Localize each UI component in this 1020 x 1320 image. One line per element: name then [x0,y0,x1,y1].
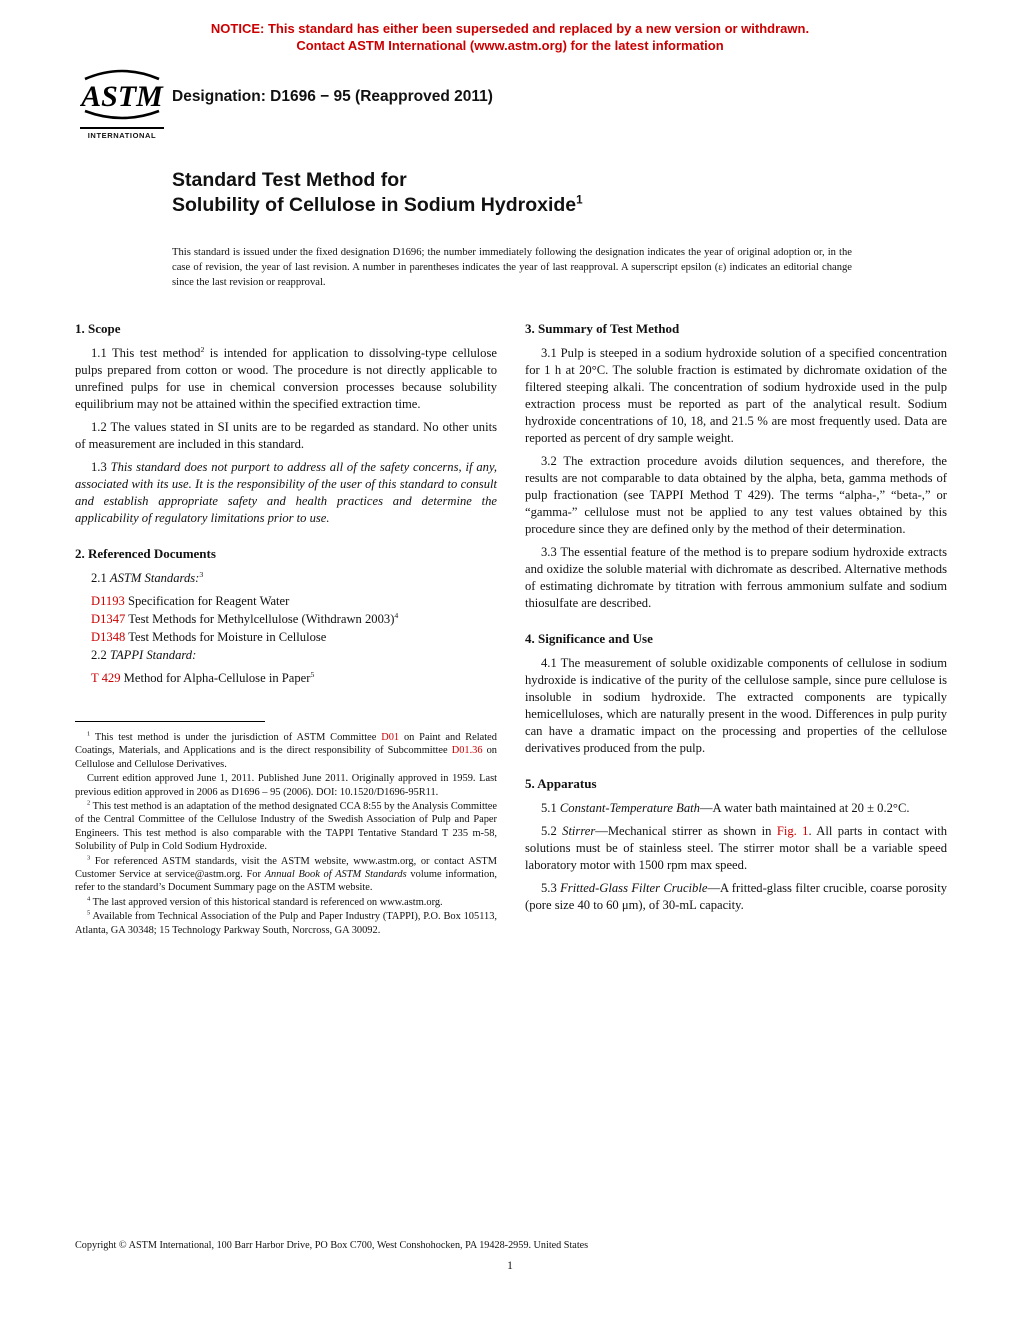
left-column [75,320,497,938]
title-footnote-ref: 1 [576,193,583,206]
para-1-1 [75,345,497,413]
reference-text: Method for Alpha-Cellulose in Paper [120,671,311,685]
para-text-italic: ASTM Standards: [109,571,200,585]
para-text: . All parts in contact with solutions must be of stainless steel. The stirrer motor shall be a variable speed laboratory motor with 1500 rpm max speed. [525,824,947,872]
intro-paragraph: This standard is issued under the fixed designation D1696; the number immediately following the designation indicates the year of original adoption or, in the case of revision, the year of last revision. A number in parentheses indicates the year of last reapproval. A superscript epsilon (ε) indicates an editorial change since the last revision or reapproval. [172,247,852,288]
footnote-text: on Paint and Related Coatings, Materials, and Applications and is the direct responsibility of Subcommittee [75,732,497,757]
para-number: 2.2 [91,648,110,662]
para-text: —A water bath maintained at 20 ± 0.2°C. [699,801,910,815]
right-column [525,320,947,938]
para-1-3 [75,459,497,527]
para-3-2: 3.2 The extraction procedure avoids dilution sequences, and therefore, the results are not comparable to data obtained by the alpha, beta, gamma methods of pulp fractionation (see TAPPI Method T 429). The terms “alpha-,” “beta-,” or “gamma-” cellulose must not be applied to any test values obtained by this procedure since they are defined only by the method of their determination. [525,454,947,536]
footnote-marker-2: 2 [87,799,91,807]
para-3-1: 3.1 Pulp is steeped in a sodium hydroxide solution of a specified concentration for 1 h at 20°C. The soluble fraction is estimated by dichromate oxidation of the filtered steeping alkali. The concentration of sodium hydroxide used in the pulp extraction process must be reported as part of the analytical result. Sodium hydroxide concentrations of 10, 18, and 21.5 % are most frequently used. Data are reported as percent of dry sample weight. [525,346,947,445]
para-number: 5.2 [541,824,563,838]
para-text-italic: This standard does not purport to address all of the safety concerns, if any, associated with its use. It is the responsibility of the user of this standard to consult and establish appropriate safety and health practices and determine the applicability of regulatory limitations prior to use. [75,460,498,525]
astm-logo-mark [80,66,164,122]
section-2-heading: 2. Referenced Documents [75,546,216,561]
copyright-footer: Copyright © ASTM International, 100 Barr Harbor Drive, PO Box C700, West Conshohocken, PA 19428-2959. United States [75,1240,589,1251]
reference-item-d1347 [75,611,497,628]
designation-line: Designation: D1696 − 95 (Reapproved 2011) [172,88,493,105]
footnote-marker-4: 4 [87,895,91,903]
para-3-3: 3.3 The essential feature of the method is to prepare sodium hydroxide extracts and oxidize the soluble material with dichromate as described. Alternative methods of estimating dichromate by titration with ferrous ammonium sulfate and sodium thiosulfate are described. [525,545,947,610]
reference-item-d1193 [75,593,497,610]
para-number: 5.1 [541,801,560,815]
para-1-2: 1.2 The values stated in SI units are to be regarded as standard. No other units of measurement are included in this standard. [75,420,497,451]
para-number: 2.1 [91,571,110,585]
para-5-2 [525,823,947,874]
supersession-notice [0,20,1020,54]
para-5-1 [525,800,947,817]
section-3-heading: 3. Summary of Test Method [525,321,680,336]
link-fig-1[interactable]: Fig. 1 [776,824,809,838]
apparatus-term: Stirrer [562,824,596,838]
para-text: is intended for application to dissolving-type cellulose pulps prepared from cotton or wood. The procedure is not directly applicable to unrefined pulps for use in chemical conversion processes because solubility equilibrium may not be attained within the specified extraction time. [75,346,497,411]
footnote-marker-5: 5 [87,909,91,917]
title-line-2: Solubility of Cellulose in Sodium Hydroxide [172,193,577,216]
footnote-text: on Cellulose and Cellulose Derivatives. [75,745,497,770]
reference-text: Test Methods for Moisture in Cellulose [125,630,327,644]
notice-line-1: NOTICE: This standard has either been superseded and replaced by a new version or withdrawn. [210,21,810,36]
footnote-ref-5: 5 [310,669,315,679]
footnote-text: The last approved version of this historical standard is referenced on www.astm.org. [90,896,443,908]
para-2-2 [75,647,497,664]
apparatus-term: Constant-Temperature Bath [559,801,700,815]
section-1-heading: 1. Scope [75,321,121,336]
footnote-text: This test method is under the jurisdiction of ASTM Committee [90,732,382,743]
doc-title [172,168,583,217]
link-d1347[interactable]: D1347 [91,612,126,626]
title-line-1: Standard Test Method for [172,169,407,191]
link-d1193[interactable]: D1193 [91,594,125,608]
footnote-rule [75,721,265,722]
notice-line-2: Contact ASTM International (www.astm.org) for the latest information [296,38,724,53]
astm-logo [80,66,164,140]
footnote-text-italic: Annual Book of ASTM Standards [264,869,407,881]
astm-logo-text: ASTM [81,80,163,113]
page-number: 1 [507,1260,513,1272]
footnote-1-edition: Current edition approved June 1, 2011. Published June 2011. Originally approved in 1959. Last previous edition approved in 2006 as D1696 – 95 (2006). DOI: 10.1520/D1696-95R11. [75,773,497,798]
apparatus-term: Fritted-Glass Filter Crucible [560,881,708,895]
footnote-2 [75,800,497,854]
footnote-4 [75,896,497,909]
link-t429[interactable]: T 429 [91,671,121,685]
para-number: 5.3 [541,881,561,895]
footnote-text: This test method is an adaptation of the method designated CCA 8:55 by the Analysis Committee of the Central Committee of the Cellulose Industry of the Swedish Association of Pulp and Paper Engineers. This test method is also comparable with the TAPPI Tentative Standard T 235 m-58, Solubility of Pulp in Cold Sodium Hydroxide. [75,801,497,853]
reference-item-t429 [75,670,497,687]
two-column-body [75,320,947,938]
reference-text: Specification for Reagent Water [124,594,290,608]
footnote-ref-3: 3 [199,569,204,579]
footnote-text: volume information, refer to the standard’s Document Summary page on the ASTM website. [75,869,497,894]
footnote-text: Available from Technical Association of the Pulp and Paper Industry (TAPPI), P.O. Box 105113, Atlanta, GA 30348; 15 Technology Parkway South, Norcross, GA 30092. [75,911,497,936]
para-text: —Mechanical stirrer as shown in [595,824,777,838]
footnote-1 [75,731,497,771]
para-number: 1.3 [91,460,111,474]
link-d01-36[interactable]: D01.36 [451,745,483,757]
footnote-ref-2: 2 [200,344,205,354]
footnote-text: For referenced ASTM standards, visit the ASTM website, www.astm.org, or contact ASTM Customer Service at service@astm.org. For [75,855,497,881]
para-4-1: 4.1 The measurement of soluble oxidizable components of cellulose in sodium hydroxide is indicative of the purity of the cellulose sample, since pure cellulose is insoluble in sodium hydroxide. The extracted components are typically hemicelluloses, which are naturally present in the wood. Differences in pulp purity can have a dramatic impact on the processing and properties of the cellulose derivatives produced from the pulp. [525,656,947,755]
para-2-1 [75,570,497,587]
footnote-5 [75,910,497,937]
reference-item-d1348 [75,629,497,646]
para-text: —A fritted-glass filter crucible, coarse porosity (pore size 40 to 60 μm), of 30-mL capacity. [525,881,948,912]
para-5-3 [525,880,947,914]
section-5-heading: 5. Apparatus [525,776,597,791]
section-4-heading: 4. Significance and Use [525,631,653,646]
footnote-3 [75,855,497,895]
footnote-marker-3: 3 [87,854,91,862]
link-d01[interactable]: D01 [381,732,400,743]
footnote-ref-4: 4 [394,610,399,620]
para-text-italic: TAPPI Standard: [109,648,197,662]
footnote-marker-1: 1 [87,730,91,738]
reference-text: Test Methods for Methylcellulose (Withdrawn 2003) [125,612,395,626]
link-d1348[interactable]: D1348 [91,630,126,644]
para-text: 1.1 This test method [91,346,201,360]
astm-logo-subtitle: INTERNATIONAL [80,127,164,140]
